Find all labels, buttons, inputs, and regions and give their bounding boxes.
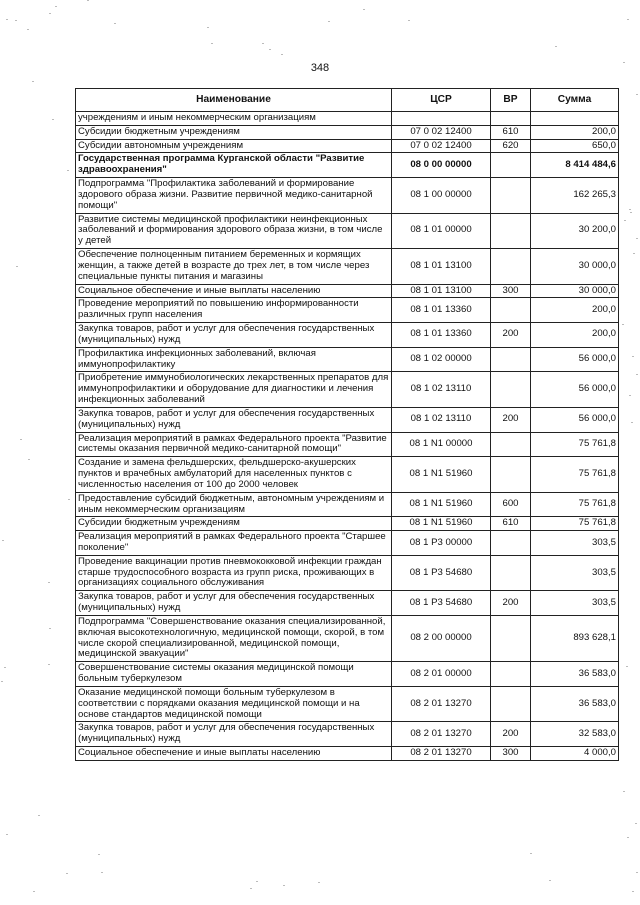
scan-speck [622, 324, 624, 325]
table-row [76, 178, 619, 213]
cell-vr [491, 686, 531, 721]
header-vr: ВР [491, 89, 531, 112]
table-row [76, 555, 619, 590]
table-row [76, 615, 619, 661]
cell-sum: 56 000,0 [531, 347, 619, 372]
cell-name: Закупка товаров, работ и услуг для обеспечения государственных (муниципальных) нужд [76, 722, 392, 747]
cell-sum: 200,0 [531, 298, 619, 323]
cell-sum: 56 000,0 [531, 372, 619, 407]
cell-csr: 08 2 01 13270 [392, 686, 491, 721]
header-sum: Сумма [531, 89, 619, 112]
scan-speck [33, 891, 35, 892]
cell-sum: 303,5 [531, 591, 619, 616]
table-row [76, 112, 619, 126]
cell-sum: 30 000,0 [531, 249, 619, 284]
cell-csr: 08 1 01 13360 [392, 323, 491, 348]
cell-name: Предоставление субсидий бюджетным, автономным учреждениям и иным некоммерческим организациям [76, 492, 392, 517]
cell-vr [491, 298, 531, 323]
table-row [76, 347, 619, 372]
cell-sum: 8 414 484,6 [531, 153, 619, 178]
cell-name: Государственная программа Курганской области "Развитие здравоохранения" [76, 153, 392, 178]
cell-vr: 200 [491, 591, 531, 616]
table-row [76, 284, 619, 298]
table-row [76, 432, 619, 457]
scan-speck [636, 872, 638, 873]
cell-vr: 620 [491, 139, 531, 153]
scan-speck [211, 43, 213, 44]
scan-speck [283, 885, 285, 886]
cell-vr: 610 [491, 517, 531, 531]
cell-vr [491, 432, 531, 457]
cell-sum: 30 200,0 [531, 213, 619, 248]
table-row [76, 153, 619, 178]
scan-speck [15, 20, 17, 21]
table-row [76, 125, 619, 139]
cell-name: Реализация мероприятий в рамках Федерального проекта "Развитие системы оказания первичной медико-санитарной помощи" [76, 432, 392, 457]
cell-sum: 75 761,8 [531, 517, 619, 531]
cell-csr: 08 1 P3 00000 [392, 531, 491, 556]
scan-speck [629, 209, 631, 210]
cell-name: Совершенствование системы оказания медицинской помощи больным туберкулезом [76, 662, 392, 687]
cell-sum: 4 000,0 [531, 747, 619, 761]
cell-vr [491, 112, 531, 126]
scan-speck [281, 54, 283, 55]
scan-speck [318, 882, 320, 883]
cell-name: Проведение вакцинации против пневмококковой инфекции граждан старше трудоспособного возраста из групп риска, проживающих в организациях социального обслуживания [76, 555, 392, 590]
cell-csr: 08 2 00 00000 [392, 615, 491, 661]
cell-name: Развитие системы медицинской профилактики неинфекционных заболеваний и формирования здорового образа жизни, в том числе у детей [76, 213, 392, 248]
cell-csr: 08 1 N1 00000 [392, 432, 491, 457]
header-name: Наименование [76, 89, 392, 112]
cell-csr: 08 1 01 13100 [392, 249, 491, 284]
scan-speck [250, 888, 252, 889]
scan-speck [67, 170, 69, 171]
cell-csr: 08 1 01 13360 [392, 298, 491, 323]
cell-vr [491, 372, 531, 407]
scan-speck [49, 628, 51, 629]
cell-name: Субсидии автономным учреждениям [76, 139, 392, 153]
table-row [76, 531, 619, 556]
table-row [76, 372, 619, 407]
cell-csr: 08 1 N1 51960 [392, 517, 491, 531]
scan-speck [630, 212, 632, 213]
cell-vr [491, 249, 531, 284]
header-csr: ЦСР [392, 89, 491, 112]
cell-sum: 30 000,0 [531, 284, 619, 298]
cell-vr [491, 178, 531, 213]
scan-speck [623, 62, 625, 63]
scan-speck [623, 791, 625, 792]
cell-sum: 893 628,1 [531, 615, 619, 661]
table-row [76, 323, 619, 348]
cell-csr: 07 0 02 12400 [392, 139, 491, 153]
cell-name: Приобретение иммунобиологических лекарственных препаратов для иммунопрофилактики и оборудование для диагностики и лечения инфекционных заболеваний [76, 372, 392, 407]
cell-vr: 600 [491, 492, 531, 517]
scan-speck [66, 873, 68, 874]
cell-name: Социальное обеспечение и иные выплаты населению [76, 747, 392, 761]
table-header-row [76, 89, 619, 112]
cell-sum: 303,5 [531, 555, 619, 590]
table-row [76, 517, 619, 531]
scan-speck [207, 27, 209, 28]
scan-speck [87, 0, 89, 1]
cell-vr [491, 662, 531, 687]
scan-speck [98, 854, 100, 855]
cell-sum: 75 761,8 [531, 492, 619, 517]
cell-name: Закупка товаров, работ и услуг для обеспечения государственных (муниципальных) нужд [76, 407, 392, 432]
scan-speck [38, 815, 40, 816]
cell-name: Закупка товаров, работ и услуг для обеспечения государственных (муниципальных) нужд [76, 323, 392, 348]
scan-speck [262, 43, 264, 44]
cell-sum: 36 583,0 [531, 662, 619, 687]
scan-speck [363, 9, 365, 10]
scan-speck [48, 664, 50, 665]
cell-name: Проведение мероприятий по повышению информированности различных групп населения [76, 298, 392, 323]
scan-speck [32, 81, 34, 82]
cell-csr: 08 1 01 13100 [392, 284, 491, 298]
scan-speck [49, 13, 51, 14]
scan-speck [631, 422, 633, 423]
scan-speck [55, 6, 57, 7]
cell-csr: 08 1 02 13110 [392, 407, 491, 432]
cell-csr: 08 2 01 13270 [392, 722, 491, 747]
cell-sum: 162 265,3 [531, 178, 619, 213]
cell-name: Профилактика инфекционных заболеваний, включая иммунопрофилактику [76, 347, 392, 372]
cell-name: Создание и замена фельдшерских, фельдшерско-акушерских пунктов и врачебных амбулаторий для населенных пунктов с численностью населения от 100 до 2000 человек [76, 457, 392, 492]
scan-speck [636, 94, 638, 95]
scan-speck [624, 220, 626, 221]
cell-name: Оказание медицинской помощи больным туберкулезом в соответствии с порядками оказания медицинской помощи и на основе стандартов медицинской помощи [76, 686, 392, 721]
cell-name: Реализация мероприятий в рамках Федерального проекта "Старшее поколение" [76, 531, 392, 556]
scan-speck [627, 837, 629, 838]
scan-speck [52, 119, 54, 120]
cell-vr: 200 [491, 323, 531, 348]
scan-speck [4, 667, 6, 668]
cell-vr: 200 [491, 407, 531, 432]
scan-speck [636, 374, 638, 375]
table-row [76, 492, 619, 517]
cell-vr: 610 [491, 125, 531, 139]
table-row [76, 457, 619, 492]
cell-vr [491, 457, 531, 492]
scan-speck [48, 582, 50, 583]
cell-sum: 200,0 [531, 323, 619, 348]
cell-name: Социальное обеспечение и иные выплаты населению [76, 284, 392, 298]
scan-speck [632, 356, 634, 357]
cell-sum: 303,5 [531, 531, 619, 556]
cell-csr: 08 1 02 00000 [392, 347, 491, 372]
scan-speck [629, 395, 631, 396]
table-row [76, 722, 619, 747]
scan-speck [16, 266, 18, 267]
cell-sum: 36 583,0 [531, 686, 619, 721]
cell-name: Субсидии бюджетным учреждениям [76, 125, 392, 139]
cell-name: Субсидии бюджетным учреждениям [76, 517, 392, 531]
cell-vr: 200 [491, 722, 531, 747]
cell-name: Подпрограмма "Совершенствование оказания специализированной, включая высокотехнологичную, медицинской помощи, скорой, в том числе скорой специализированной, медицинской помощи, медицинской эвакуации" [76, 615, 392, 661]
scan-speck [555, 46, 557, 47]
cell-csr: 08 2 01 00000 [392, 662, 491, 687]
cell-csr: 07 0 02 12400 [392, 125, 491, 139]
cell-name: Подпрограмма "Профилактика заболеваний и формирование здорового образа жизни. Развитие первичной медико-санитарной помощи" [76, 178, 392, 213]
scan-speck [1, 681, 3, 682]
cell-sum: 200,0 [531, 125, 619, 139]
cell-csr: 08 0 00 00000 [392, 153, 491, 178]
scan-speck [68, 499, 70, 500]
cell-name: Обеспечение полноценным питанием беременных и кормящих женщин, а также детей в возрасте до трех лет, в том числе через специальные пункты питания и магазины [76, 249, 392, 284]
budget-table [75, 88, 619, 761]
cell-csr: 08 1 00 00000 [392, 178, 491, 213]
scan-speck [269, 49, 271, 50]
scan-speck [328, 21, 330, 22]
cell-name: Закупка товаров, работ и услуг для обеспечения государственных (муниципальных) нужд [76, 591, 392, 616]
scan-speck [2, 540, 4, 541]
scan-speck [632, 891, 634, 892]
cell-vr: 300 [491, 747, 531, 761]
table-row [76, 686, 619, 721]
table-row [76, 747, 619, 761]
scan-speck [636, 238, 638, 239]
cell-csr: 08 1 02 13110 [392, 372, 491, 407]
scan-speck [256, 881, 258, 882]
scan-speck [549, 880, 551, 881]
cell-vr [491, 555, 531, 590]
table-row [76, 591, 619, 616]
cell-vr [491, 213, 531, 248]
scan-speck [27, 29, 29, 30]
table-row [76, 407, 619, 432]
cell-sum: 650,0 [531, 139, 619, 153]
table-row [76, 213, 619, 248]
scan-speck [6, 834, 8, 835]
scan-speck [633, 253, 635, 254]
cell-sum: 75 761,8 [531, 457, 619, 492]
cell-vr [491, 615, 531, 661]
scan-speck [101, 872, 103, 873]
scan-speck [408, 20, 410, 21]
scan-speck [635, 823, 637, 824]
cell-csr: 08 1 N1 51960 [392, 457, 491, 492]
scan-speck [6, 19, 8, 20]
cell-csr [392, 112, 491, 126]
cell-sum: 32 583,0 [531, 722, 619, 747]
table-row [76, 139, 619, 153]
cell-csr: 08 1 P3 54680 [392, 591, 491, 616]
cell-sum [531, 112, 619, 126]
cell-csr: 08 2 01 13270 [392, 747, 491, 761]
cell-csr: 08 1 01 00000 [392, 213, 491, 248]
cell-vr: 300 [491, 284, 531, 298]
cell-vr [491, 347, 531, 372]
page-number: 348 [310, 62, 330, 74]
cell-sum: 75 761,8 [531, 432, 619, 457]
scan-speck [530, 853, 532, 854]
scan-speck [626, 666, 628, 667]
scan-speck [114, 23, 116, 24]
cell-name: учреждениям и иным некоммерческим организациям [76, 112, 392, 126]
cell-csr: 08 1 P3 54680 [392, 555, 491, 590]
scan-speck [627, 19, 629, 20]
table-row [76, 662, 619, 687]
scan-speck [20, 439, 22, 440]
cell-vr [491, 153, 531, 178]
cell-sum: 56 000,0 [531, 407, 619, 432]
cell-vr [491, 531, 531, 556]
scan-speck [28, 459, 30, 460]
table-row [76, 249, 619, 284]
table-row [76, 298, 619, 323]
cell-csr: 08 1 N1 51960 [392, 492, 491, 517]
